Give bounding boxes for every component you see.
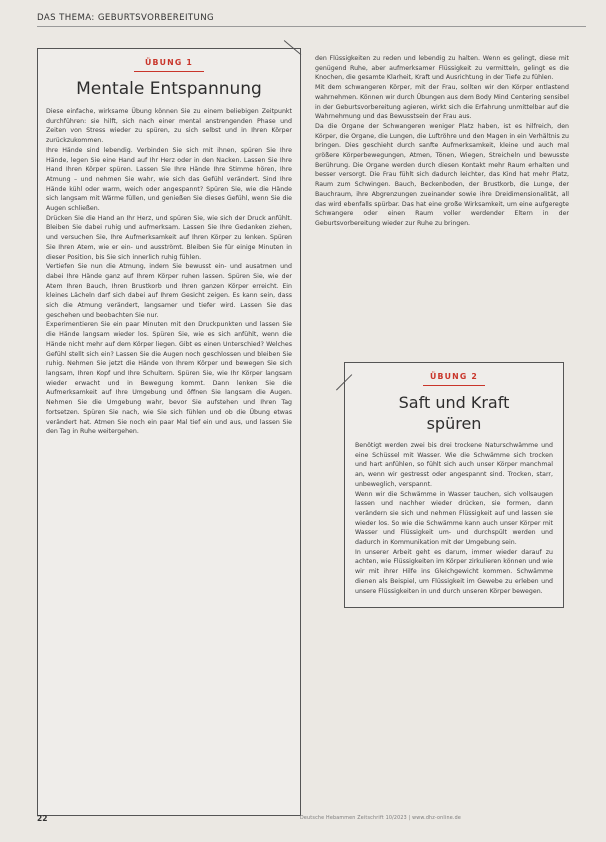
exercise-2-paragraph: In unserer Arbeit geht es darum, immer wieder darauf zu achten, wie Flüssigkeiten im Körper zirkulieren können und wie wir mit ihrer Hilfe ins Gleichgewicht kommen. Schwämme dienen als Beispiel, um Flüssigkeit im Gewebe zu erleben und unsere Flüssigkeiten in und durch unseren Körper bewegen. [355,548,553,595]
exercise-2-paragraph: Wenn wir die Schwämme in Wasser tauchen, sich vollsaugen lassen und nachher wieder drücken, sie formen, dann verändern sie sich und nehmen Flüssigkeit auf und lassen sie wieder los. So wie die Schwämme kann auch unser Körper mit Wasser und Flüssigkeit um- und durchspült werden und dadurch in Kommunikation mit der Umgebung sein. [355,490,553,547]
exercise-2-label-rule [423,385,485,386]
exercise-2-title-line-1: Saft und Kraft [398,393,510,412]
exercise-1-paragraph: Ihre Hände sind lebendig. Verbinden Sie sich mit ihnen, spüren Sie Ihre Hände, legen Sie eine Hand auf Ihr Herz oder in den Nacken. Lassen Sie Ihre Hand Ihren Körper spüren. Lassen Sie Ihre Hände Ihre Stimme hören, Ihre Atmung – und nehmen Sie wahr, wie sich das Gefühl verändert. Sind Ihre Hände kühl oder warm, weich oder angespannt? Spüren Sie, wie die Hände sich langsam mit Wärme füllen, und genießen Sie dieses Gefühl, wenn Sie die Augen schließen. [46,146,292,213]
column-2-body [315,54,569,344]
exercise-1-paragraph: Drücken Sie die Hand an Ihr Herz, und spüren Sie, wie sich der Druck anfühlt. Bleiben Sie dabei ruhig und aufmerksam. Lassen Sie Ihre Gedanken ziehen, und versuchen Sie, Ihre Aufmerksamkeit auf Ihren Körper zu lenken. Spüren Sie Ihren Atem, wie er ein- und ausströmt. Bleiben Sie für einige Minuten in dieser Position, bis Sie sich innerlich ruhig fühlen. [46,214,292,261]
header-divider [37,26,586,27]
exercise-2-paragraph: Benötigt werden zwei bis drei trockene Naturschwämme und eine Schüssel mit Wasser. Wie die Schwämme sich trocken und hart anfühlen, so fühlt sich auch unser Körper manchmal an, wenn wir gestresst oder angespannt sind. Trocken, starr, unbeweglich, verspannt. [355,442,553,488]
exercise-2-body [355,441,553,601]
exercise-1-paragraph: Vertiefen Sie nun die Atmung, indem Sie bewusst ein- und ausatmen und dabei Ihre Hände ganz auf Ihrem Körper ruhen lassen. Spüren Sie, wie der Atem Ihren Bauch, Ihren Brustkorb und Ihren ganzen Körper erreicht. Ein kleines Lächeln darf sich dabei auf Ihrem Gesicht zeigen. Es kann sein, dass sich die Atmung verändert, langsamer und tiefer wird. Lassen Sie das geschehen und beobachten Sie nur. [46,263,292,319]
exercise-1-title: Mentale Entspannung [76,79,262,99]
column-2-paragraph: Mit dem schwangeren Körper, mit der Frau, sollten wir den Körper entlastend wahrnehmen. Können wir durch Übungen aus dem Body Mind Centering sensibel in der Geburtsvorbereitung agieren, wirkt sich die Erfahrung unmittelbar auf die Wahrnehmung und das Bewusstsein der Frau aus. [315,84,569,121]
section-header: DAS THEMA: GEBURTSVORBEREITUNG [37,13,215,23]
column-2-paragraph: Da die Organe der Schwangeren weniger Platz haben, ist es hilfreich, den Körper, die Organe, die Lungen, die Luftröhre und den Magen in ein Verhältnis zu bringen. Dies geschieht durch sanfte Aufmerksamkeit, kleine und auch mal größere Körperbewegungen, Atmen, Tönen, Wiegen, Streicheln und bewusste Berührung. Die Organe werden durch diesen Kontakt mehr Raum erhalten und besser versorgt. Die Frau fühlt sich dadurch leichter, das Kind hat mehr Platz, Raum zum Schwingen. Bauch, Beckenboden, der Brustkorb, die Lunge, der Bauchraum, ihre Abgrenzungen zueinander sowie ihre Dreidimensionalität, all das wird ebenfalls spürbar. Das hat eine große Wirksamkeit, um eine aufgeregte Schwangere oder einen Raum voller werdender Eltern in der Geburtsvorbereitung wieder zur Ruhe zu bringen. [315,122,569,227]
footer-meta: Deutsche Hebammen Zeitschrift 10/2023 | www.dhz-online.de [300,816,461,821]
exercise-2-box [344,362,564,608]
exercise-2-title-line-2: spüren [426,414,482,433]
exercise-1-box [37,48,301,816]
exercise-1-paragraph: Experimentieren Sie ein paar Minuten mit den Druckpunkten und lassen Sie die Hände langsam wieder los. Spüren Sie, wie es sich anfühlt, wenn die Hände nicht mehr auf dem Körper liegen. Gibt es einen Unterschied? Welches Gefühl stellt sich ein? Lassen Sie die Augen noch geschlossen und bleiben Sie ruhig. Nehmen Sie jetzt die Hände von Ihrem Körper und bewegen Sie sich langsam, Ihren Kopf und Ihre Schultern. Spüren Sie, wie Ihr Körper langsam wieder erwacht und in Bewegung kommt. Dann lenken Sie die Aufmerksamkeit auf Ihre Umgebung und öffnen Sie langsam die Augen. Nehmen Sie die Umgebung wahr, bevor Sie aufstehen und Ihren Tag fortsetzen. Spüren Sie nach, wie Sie sich fühlen und ob die Übung etwas verändert hat. Atmen Sie noch ein paar Mal tief ein und aus, und lassen Sie den Tag in Ruhe weitergehen. [46,321,292,436]
exercise-1-body [46,107,292,807]
exercise-2-label: ÜBUNG 2 [429,372,479,381]
exercise-1-label-rule [134,71,204,72]
exercise-1-paragraph: Diese einfache, wirksame Übung können Sie zu einem beliebigen Zeitpunkt durchführen: sie hilft, sich nach einer mental anstrengenden Phase und Zeiten von Stress wieder zu spüren, zu sich selbst und in Ihren Körper zurückzukommen. [46,108,292,145]
column-2-paragraph: den Flüssigkeiten zu reden und lebendig zu halten. Wenn es gelingt, diese mit genügend Ruhe, aber aufmerksamer Flüssigkeit zu vermitteln, gelingt es die Knochen, die gesamte Klarheit, Kraft und Ausrichtung in der Tiefe zu fühlen. [315,55,569,82]
exercise-1-label: ÜBUNG 1 [144,58,194,67]
page-number: 22 [37,814,48,823]
